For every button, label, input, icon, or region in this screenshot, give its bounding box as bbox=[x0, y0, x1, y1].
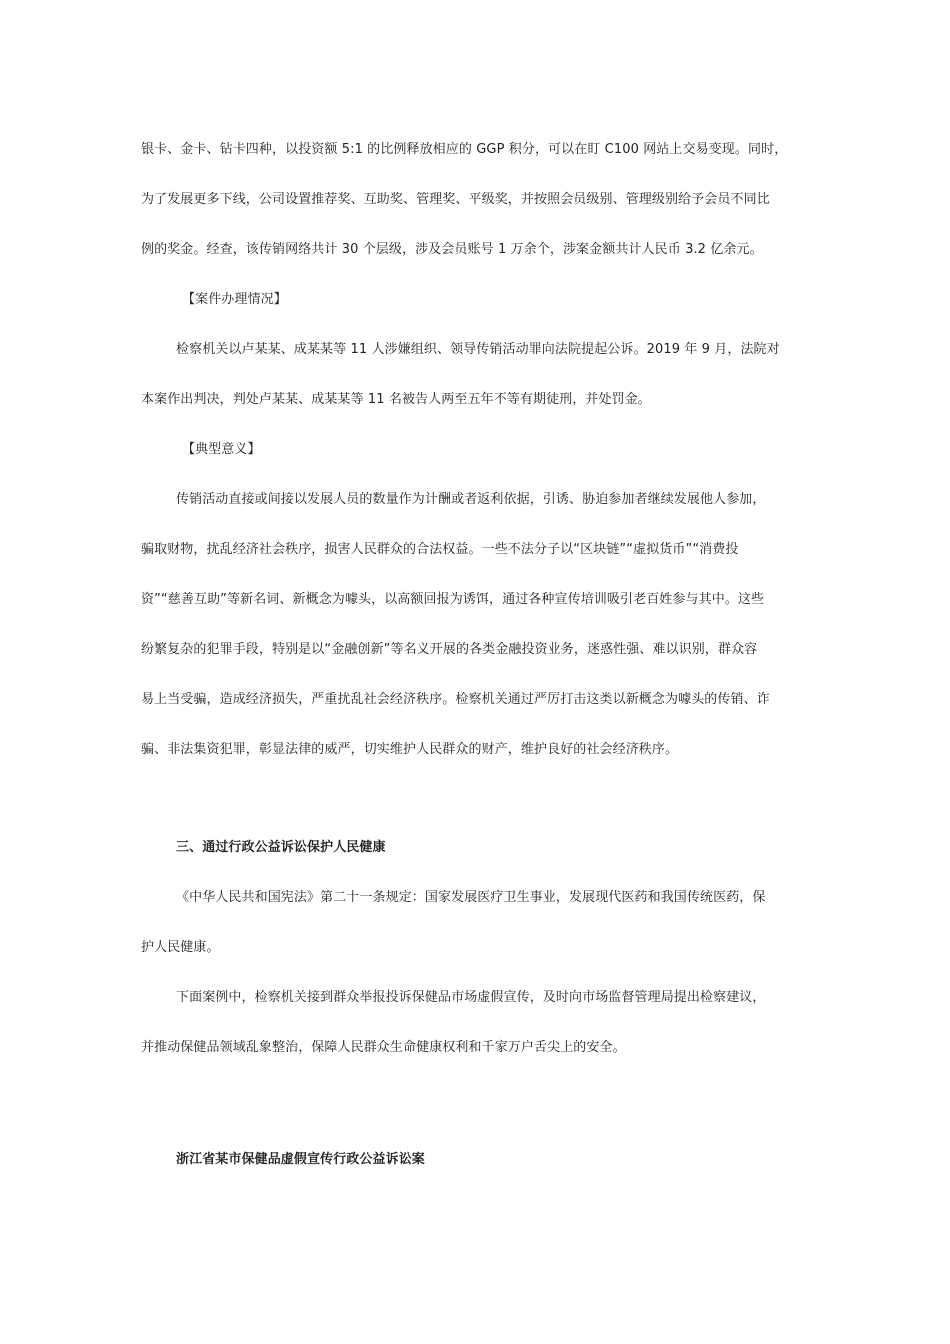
body-text-line: 并推动保健品领域乱象整治，保障人民群众生命健康权利和千家万户舌尖上的安全。 bbox=[141, 1040, 626, 1055]
body-text-line: 银卡、金卡、钻卡四种，以投资额 5:1 的比例释放相应的 GGP 积分，可以在盯 C100 网站上交易变现。同时， bbox=[141, 142, 788, 157]
body-text-line: 易上当受骗，造成经济损失，严重扰乱社会经济秩序。检察机关通过严厉打击这类以新概念为噱头的传销、诈 bbox=[141, 692, 770, 707]
body-text-line: 本案作出判决，判处卢某某、成某某等 11 名被告人两至五年不等有期徒刑，并处罚金。 bbox=[141, 392, 651, 407]
body-text-line: 骗、非法集资犯罪，彰显法律的威严，切实维护人民群众的财产，维护良好的社会经济秩序。 bbox=[141, 742, 679, 757]
section-heading-significance: 【典型意义】 bbox=[182, 442, 261, 457]
body-text-line: 资”“慈善互助”等新名词、新概念为噱头，以高额回报为诱饵，通过各种宣传培训吸引老百姓参与其中。这些 bbox=[141, 592, 765, 607]
body-text-line: 检察机关以卢某某、成某某等 11 人涉嫌组织、领导传销活动罪向法院提起公诉。2019 年 9 月，法院对 bbox=[176, 342, 780, 357]
body-text-line: 骗取财物，扰乱经济社会秩序，损害人民群众的合法权益。一些不法分子以“区块链”“虚拟货币”“消费投 bbox=[141, 542, 739, 557]
body-text-line: 传销活动直接或间接以发展人员的数量作为计酬或者返利依据，引诱、胁迫参加者继续发展他人参加， bbox=[176, 492, 766, 507]
body-text-line: 《中华人民共和国宪法》第二十一条规定：国家发展医疗卫生事业，发展现代医药和我国传统医药，保 bbox=[176, 890, 766, 905]
section-title: 三、通过行政公益诉讼保护人民健康 bbox=[176, 840, 386, 855]
case-title: 浙江省某市保健品虚假宣传行政公益诉讼案 bbox=[176, 1152, 425, 1167]
body-text-line: 纷繁复杂的犯罪手段，特别是以“金融创新”等名义开展的各类金融投资业务，迷惑性强、难以识别，群众容 bbox=[141, 642, 758, 657]
body-text-line: 下面案例中，检察机关接到群众举报投诉保健品市场虚假宣传，及时向市场监督管理局提出检察建议， bbox=[176, 990, 766, 1005]
body-text-line: 为了发展更多下线，公司设置推荐奖、互助奖、管理奖、平级奖，并按照会员级别、管理级别给予会员不同比 bbox=[141, 192, 770, 207]
section-heading-case-handling: 【案件办理情况】 bbox=[182, 292, 287, 307]
body-text-line: 例的奖金。经查，该传销网络共计 30 个层级，涉及会员账号 1 万余个，涉案金额共计人民币 3.2 亿余元。 bbox=[141, 242, 763, 257]
body-text-line: 护人民健康。 bbox=[141, 940, 220, 955]
